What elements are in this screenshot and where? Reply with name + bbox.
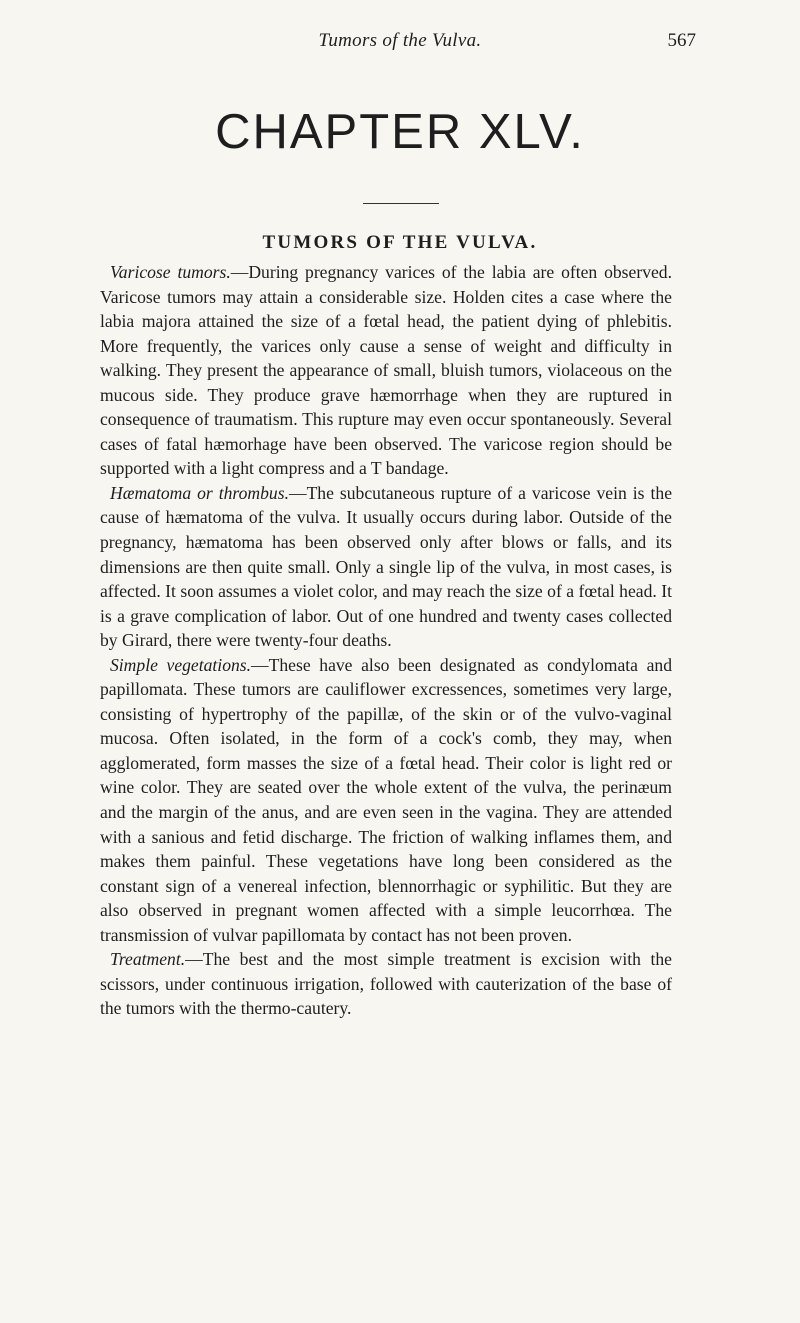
paragraph-term: Simple vegetations. — [110, 654, 252, 675]
running-head — [0, 30, 800, 56]
paragraph-text: —The subcutaneous rupture of a varicose vein is the cause of hæmatoma of the vulva. It usually occurs during labor. Outside of the pregnancy, hæmatoma has been observed only after blows or falls, and its dimensions are then quite small. Only a single lip of the vulva, in most cases, is affected. It soon assumes a violet color, and may reach the size of a fœtal head. It is a grave complication of labor. Out of one hundred and twenty cases collected by Girard, there were twenty-four deaths. — [100, 482, 672, 651]
running-title: Tumors of the Vulva. — [318, 30, 482, 51]
page-number: 567 — [667, 30, 696, 51]
paragraph-simple-vegetations — [100, 653, 672, 948]
chapter-heading: CHAPTER XLV. — [215, 105, 585, 159]
body-text — [100, 260, 672, 1021]
paragraph-haematoma — [100, 481, 672, 653]
paragraph-text: —These have also been designated as condylomata and papillomata. These tumors are cauliflower excressences, sometimes very large, consisting of hypertrophy of the papillæ, of the skin or of the vulvo-vaginal mucosa. Often isolated, in the form of a cock's comb, they may, when agglomerated, form masses the size of a fœtal head. Their color is light red or wine color. They are seated over the whole extent of the vulva, the perinæum and the margin of the anus, and are even seen in the vagina. They are attended with a sanious and fetid discharge. The friction of walking inflames them, and makes them painful. These vegetations have long been considered as the constant sign of a venereal infection, blennorrhagic or syphilitic. But they are also observed in pregnant women affected with a simple leucorrhœa. The transmission of vulvar papillomata by contact has not been proven. — [100, 654, 672, 945]
paragraph-term: Varicose tumors. — [110, 262, 231, 282]
section-heading: TUMORS OF THE VULVA. — [262, 232, 538, 253]
paragraph-text: —During pregnancy varices of the labia are often observed. Varicose tumors may attain a considerable size. Holden cites a case where the labia majora attained the size of a fœtal head, the patient dying of phlebitis. More frequently, the varices only cause a sense of weight and difficulty in walking. They present the appearance of small, bluish tumors, violaceous on the mucous side. They produce grave hæmorrhage when they are ruptured in consequence of traumatism. This rupture may even occur spontaneously. Several cases of fatal hæmorhage have been observed. The varicose region should be supported with a light compress and a T bandage. — [100, 262, 672, 479]
paragraph-varicose-tumors — [100, 260, 672, 481]
paragraph-treatment — [100, 947, 672, 1021]
paragraph-term: Treatment. — [110, 949, 186, 970]
paragraph-term: Hæmatoma or thrombus. — [110, 482, 289, 503]
divider-rule — [363, 203, 439, 204]
paragraph-text: —The best and the most simple treatment is excision with the scissors, under continuous irrigation, followed with cauterization of the base of the tumors with the thermo-cautery. — [100, 949, 672, 1019]
